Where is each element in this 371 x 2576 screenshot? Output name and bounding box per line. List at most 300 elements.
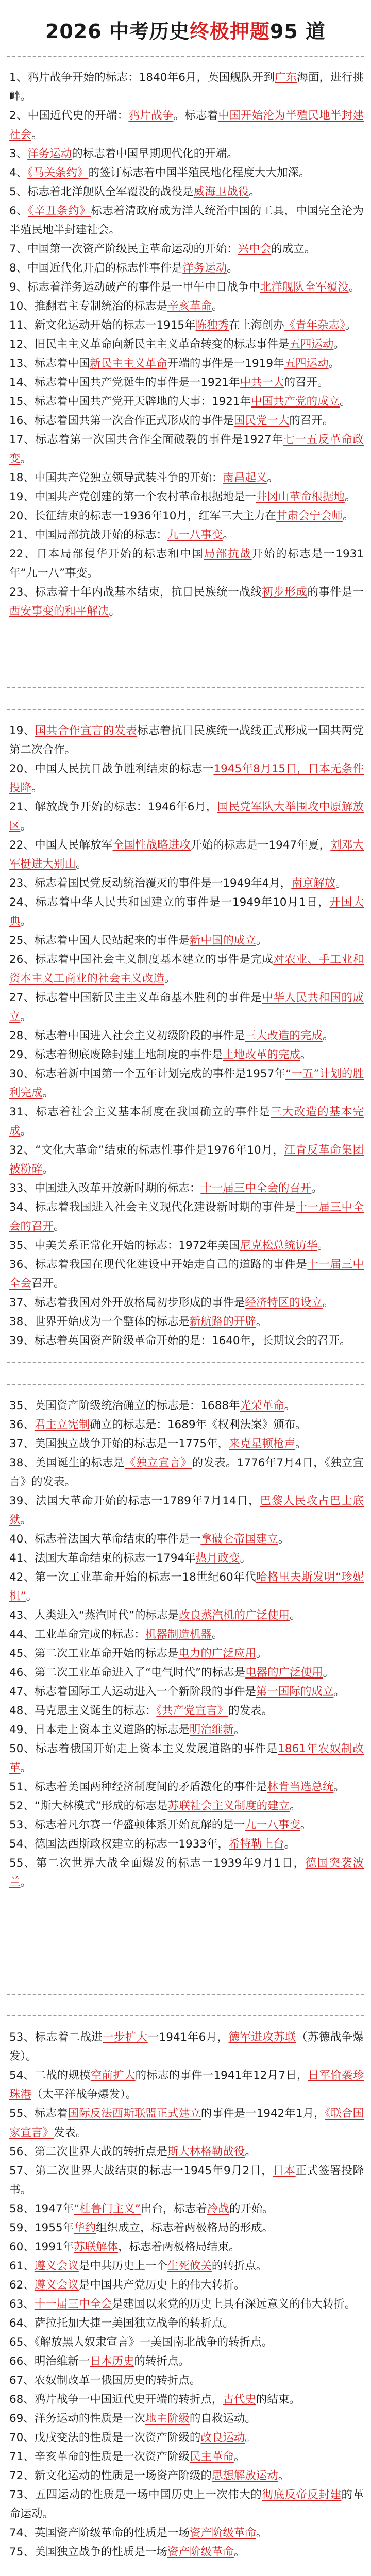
- question-text: 的事件是一: [307, 586, 364, 599]
- question-item: [9, 1236, 364, 1255]
- question-item: [9, 583, 364, 621]
- question-item: [9, 1854, 364, 1892]
- question-item: [9, 1331, 364, 1350]
- question-text: 。: [31, 782, 43, 794]
- key-answer: 民主革命: [189, 2450, 234, 2463]
- question-item: [9, 240, 364, 259]
- question-item: [9, 1606, 364, 1625]
- question-item: [9, 354, 364, 373]
- question-text: 一1941年6月，: [147, 2031, 229, 2044]
- key-answer: 洋务运动: [182, 262, 227, 275]
- key-answer: 九一八事变: [167, 529, 223, 541]
- key-answer: 德军进攻苏联: [228, 2031, 296, 2044]
- question-item: [9, 1835, 364, 1854]
- question-text: 74、英国资产阶级革命的性质是一场: [9, 2527, 190, 2539]
- key-answer: 地主阶级: [145, 2412, 190, 2425]
- question-text: 的标志的事件一1941年12月7日，: [135, 2069, 308, 2082]
- question-text: 是建国以来党的历史上具有深远意义的伟大转折。: [112, 2298, 356, 2311]
- question-text: 。: [322, 1296, 334, 1309]
- key-answer: 国共合作宣言的发表: [35, 724, 138, 737]
- question-text: 。: [328, 357, 340, 370]
- question-item: [9, 144, 364, 163]
- question-item: [9, 1720, 364, 1739]
- question-text: 24、标志着中华人民共和国建立的事件是一1949年10月1日，: [9, 896, 330, 909]
- question-text: 。: [31, 128, 43, 141]
- question-text: 。: [20, 452, 32, 465]
- key-answer: 《独立宣言》: [124, 1456, 192, 1469]
- question-text: 75、美国独立战争的性质是一场: [9, 2546, 167, 2558]
- question-text: 。: [20, 1514, 32, 1527]
- key-answer: 1945年8月15日，日本无条件投降: [9, 762, 364, 794]
- question-item: [9, 1663, 364, 1682]
- question-item: [9, 163, 364, 182]
- question-text: 3、: [9, 147, 28, 160]
- question-item: [9, 893, 364, 931]
- question-text: 5、标志着北洋舰队全军覆没的战役是: [9, 185, 194, 198]
- question-text: 。: [20, 1010, 32, 1023]
- key-answer: 改良运动: [200, 2431, 245, 2444]
- question-text: 。: [42, 1163, 54, 1176]
- question-text: 。: [245, 2145, 256, 2158]
- question-item: [9, 2314, 364, 2333]
- question-item: [9, 2523, 364, 2543]
- question-text: 。: [295, 1437, 307, 1450]
- question-text: 66、明治维新一: [9, 2355, 90, 2368]
- question-text: 15、标志着中国共产党开天辟地的大事：1921年: [9, 395, 251, 408]
- question-text: 59、1955年: [9, 2222, 74, 2234]
- key-answer: 陈独秀: [195, 319, 229, 332]
- question-item: [9, 1064, 364, 1103]
- question-item: [9, 526, 364, 545]
- key-answer: 辛亥革命: [167, 300, 212, 313]
- question-text: 。: [333, 1685, 345, 1698]
- key-answer: “一五”计划的胜利完成: [9, 1067, 364, 1099]
- question-text: 16、标志着国共第一次合作正式形成的事件是: [9, 414, 234, 427]
- question-text: 。: [42, 1087, 54, 1099]
- question-text: 。: [20, 820, 32, 833]
- question-text: 44、工业革命完成的标志：: [9, 1628, 145, 1641]
- key-answer: 遵义会议: [34, 2279, 79, 2292]
- key-answer: 国民党军队大举围攻中原解放区: [9, 801, 364, 833]
- key-answer: 三大改造的完成: [245, 1029, 323, 1042]
- key-answer: 局部抗战: [204, 548, 252, 561]
- question-text: 63、: [9, 2298, 35, 2311]
- question-text: 40、标志着法国大革命结束的事件是一: [9, 1533, 201, 1546]
- question-text: 12、旧民主主义革命向新民主主义革命转变的标志事件是: [9, 338, 290, 351]
- question-item: [9, 2218, 364, 2238]
- key-answer: 日军偷袭珍珠港: [9, 2069, 364, 2101]
- question-item: [9, 2295, 364, 2314]
- question-text: 36、: [9, 1418, 35, 1431]
- question-text: 36、标志着我国在现代化建设中开始走自己的道路的事件是: [9, 1258, 308, 1271]
- question-text: 50、标志着俄国开始走上资本主义发展道路的事件是: [9, 1742, 278, 1755]
- question-text: 。: [323, 1666, 334, 1679]
- question-item: [9, 1396, 364, 1415]
- key-answer: 国际反法西斯联盟正式建立: [68, 2107, 201, 2120]
- question-item: [9, 2390, 364, 2409]
- question-text: 41、法国大革命结束的标志一1794年: [9, 1552, 196, 1565]
- question-text: 组织成立，标志着两极格局的形成。: [96, 2222, 274, 2234]
- key-answer: 江青反革命集团被粉碎: [9, 1144, 364, 1176]
- question-item: [9, 259, 364, 278]
- section-4: [7, 2015, 364, 2576]
- question-item: [9, 487, 364, 506]
- question-item: [9, 1682, 364, 1701]
- question-text: 43、人类进入“蒸汽时代”的标志是: [9, 1609, 179, 1622]
- key-answer: 冷战: [207, 2202, 229, 2215]
- question-item: [9, 2333, 364, 2352]
- question-text: 。: [348, 281, 360, 294]
- key-answer: 资产阶级革命: [189, 2527, 256, 2539]
- key-answer: 国民党一大: [233, 414, 290, 427]
- question-item: [9, 1625, 364, 1644]
- question-item: [9, 1549, 364, 1568]
- key-answer: 甘肃会宁会师: [276, 510, 343, 522]
- question-item: [9, 201, 364, 240]
- question-text: 51、标志着美国两种经济制度间的矛盾激化的事件是: [9, 1781, 267, 1793]
- question-item: [9, 182, 364, 201]
- question-text: 42、第一次工业革命开始的标志一18世纪60年代: [9, 1571, 257, 1584]
- question-text: 开始的标志是一1931年“九一八”事变。: [9, 548, 364, 580]
- title-highlight: 终极押题: [189, 20, 270, 43]
- question-item: [9, 1492, 364, 1530]
- key-answer: 广东: [275, 71, 297, 84]
- key-answer: 第一国际的成立: [256, 1685, 334, 1698]
- question-text: 。: [256, 2527, 267, 2539]
- question-item: [9, 1530, 364, 1549]
- question-item: [9, 1026, 364, 1045]
- question-text: 的革命运动。: [9, 2488, 364, 2520]
- key-answer: 新民主主义革命: [90, 357, 167, 370]
- question-item: [9, 1141, 364, 1179]
- question-text: 8、中国近代化开启的标志性事件是: [9, 262, 183, 275]
- question-text: 。: [26, 1590, 38, 1603]
- question-text: 19、中国共产党创建的第一个农村革命根据地是一: [9, 490, 256, 503]
- question-text: 。: [233, 2450, 245, 2463]
- question-text: 53、标志着凡尔赛一华盛顿体系开始瓦解的是一: [9, 1819, 245, 1832]
- question-text: 。: [311, 1182, 323, 1195]
- key-answer: 南昌起义: [223, 471, 267, 484]
- question-item: [9, 468, 364, 487]
- section-1: [7, 56, 364, 688]
- question-item: [9, 545, 364, 583]
- question-text: 70、戊戌变法的性质是一次资产阶级的: [9, 2431, 201, 2444]
- question-text: 。: [345, 319, 357, 332]
- question-text: 35、中美关系正常化开始的标志：1972年美国: [9, 1239, 240, 1252]
- key-answer: 《共产党宣言》: [156, 1704, 229, 1717]
- question-item: [9, 1453, 364, 1492]
- title-suffix: 95 道: [269, 20, 326, 43]
- question-text: 37、标志着我国对外开放格局初步形成的事件是: [9, 1296, 245, 1309]
- key-answer: 中共一大: [240, 376, 284, 389]
- question-text: 。: [284, 1399, 296, 1412]
- key-answer: 《青年杂志》: [284, 319, 345, 332]
- question-text: 。: [54, 1220, 65, 1233]
- key-answer: 日本: [273, 2164, 296, 2177]
- question-text: 开始的标志是一1947年夏，: [191, 839, 331, 852]
- question-item: [9, 278, 364, 297]
- question-text: 。: [333, 338, 345, 351]
- question-text: 55、第二次世界大战全面爆发的标志一1939年9月1日，: [9, 1857, 306, 1870]
- question-text: 31、标志着社会主义基本制度在我国确立的事件是: [9, 1106, 271, 1118]
- question-text: 32、“文化大革命”结束的标志性事件是1976年10月，: [9, 1144, 284, 1157]
- key-answer: 1861年农奴制改革: [9, 1742, 364, 1774]
- question-item: [9, 316, 364, 335]
- key-answer: 新中国的成立: [189, 934, 256, 947]
- question-text: 38、美国诞生的标志是: [9, 1456, 125, 1469]
- key-answer: 君主立宪制: [34, 1418, 90, 1431]
- key-answer: 五四运动: [289, 338, 334, 351]
- key-answer: 北洋舰队全军覆没: [260, 281, 349, 294]
- question-text: 。: [290, 1800, 301, 1812]
- question-text: 发表。: [54, 2126, 87, 2139]
- question-text: 27、标志着中国新民主主义革命基本胜利的事件是: [9, 991, 262, 1004]
- key-answer: 中华人民共和国的成立: [9, 991, 364, 1023]
- key-answer: 巴黎人民攻占巴士底狱: [9, 1495, 364, 1527]
- question-text: 71、辛亥革命的性质是一次资产阶级: [9, 2450, 190, 2463]
- question-text: 。: [20, 1125, 32, 1138]
- question-text: 的转折点。: [211, 2260, 267, 2273]
- question-item: [9, 2371, 364, 2390]
- question-item: [9, 1739, 364, 1777]
- question-text: 。: [335, 877, 347, 890]
- question-text: 65、《解放黑人奴隶宣言》一美国南北战争的转折点。: [9, 2336, 273, 2349]
- question-text: 60、1991年: [9, 2241, 74, 2253]
- key-answer: 资产阶级革命: [167, 2546, 234, 2558]
- question-text: 。: [290, 1609, 301, 1622]
- key-answer: 南京解放: [291, 877, 336, 890]
- question-item: [9, 2066, 364, 2104]
- key-answer: 来克星顿枪声: [229, 1437, 296, 1450]
- key-answer: 彻底反帝反封建: [262, 2488, 342, 2501]
- key-answer: 十一届三中全会的召开: [9, 1201, 364, 1233]
- key-answer: 明治维新: [189, 1723, 234, 1736]
- question-item: [9, 1293, 364, 1312]
- question-text: （苏德战争爆发）。: [9, 2031, 364, 2063]
- key-answer: “杜鲁门主义”: [74, 2202, 141, 2215]
- key-answer: 《辛丑条约》: [28, 205, 91, 217]
- question-item: [9, 798, 364, 836]
- question-text: 在上海创办: [229, 319, 284, 332]
- question-item: [9, 2142, 364, 2161]
- key-answer: 苏联解体: [74, 2241, 119, 2253]
- question-text: 出台，标志着: [140, 2202, 207, 2215]
- question-text: 20、长征结束的标志一1936年10月，红军三大主力在: [9, 510, 276, 522]
- key-answer: 空前扩大: [90, 2069, 136, 2082]
- question-text: 。: [340, 395, 351, 408]
- question-text: 23、标志着国民党反动统治覆灭的事件是一1949年4月，: [9, 877, 292, 890]
- question-text: 标志着抗日民族统一战线正式形成一国共两党第二次合作。: [9, 724, 364, 756]
- question-text: 确立的标志是：1689年《权利法案》颁布。: [90, 1418, 307, 1431]
- question-text: 的自救运动。: [189, 2412, 256, 2425]
- question-text: 25、标志着中国人民站起来的事件是: [9, 934, 190, 947]
- key-answer: 《联合国家宣言》: [9, 2107, 364, 2139]
- question-text: 。: [249, 185, 260, 198]
- question-text: 7、中国第一次资产阶级民主革命运动的开始：: [9, 243, 238, 256]
- question-item: [9, 68, 364, 106]
- key-answer: 改良蒸汽机的广泛使用: [179, 1609, 290, 1622]
- question-text: ，标志着两极格局结束。: [118, 2241, 240, 2253]
- question-text: 53、标志着二战进: [9, 2031, 103, 2044]
- question-text: 56、第二次世界大战的转折点是: [9, 2145, 167, 2158]
- key-answer: 井冈山革命根据地: [256, 490, 345, 503]
- question-text: 47、标志着国际工人运动进入一个新阶段的事件是: [9, 1685, 256, 1698]
- question-text: 30、标志着新中国第一个五年计划完成的事件是1957年: [9, 1067, 285, 1080]
- key-answer: 洋务运动: [27, 147, 72, 160]
- question-item: [9, 1816, 364, 1835]
- question-text: 。: [240, 1552, 251, 1565]
- key-answer: 三大改造的基本完成: [9, 1106, 364, 1138]
- question-text: 的结束。: [256, 2393, 300, 2406]
- key-answer: 光荣革命: [240, 1399, 284, 1412]
- question-item: [9, 1198, 364, 1236]
- question-text: 38、世界开始成为一个整体的标志是: [9, 1315, 190, 1328]
- question-item: [9, 1777, 364, 1797]
- question-item: [9, 2199, 364, 2218]
- question-text: 。: [317, 1239, 329, 1252]
- question-item: [9, 1103, 364, 1141]
- question-item: [9, 2276, 364, 2295]
- question-item: [9, 2428, 364, 2447]
- key-answer: 七一五反革命政变: [9, 433, 364, 465]
- key-answer: 电器的广泛使用: [245, 1666, 323, 1679]
- question-text: 48、马克思主义诞生的标志：: [9, 1704, 157, 1717]
- key-answer: 遵义会议: [34, 2260, 79, 2273]
- key-answer: 中国共产党的成立: [251, 395, 340, 408]
- question-text: 。: [109, 605, 121, 618]
- key-answer: 兴中会: [238, 243, 272, 256]
- question-text: 29、标志着彻底废除封建土地制度的事件是: [9, 1048, 223, 1061]
- question-text: 的转折点。: [134, 2355, 190, 2368]
- key-answer: 拿破仑帝国建立: [200, 1533, 278, 1546]
- question-text: 的标志着中国早期现代化的开端。: [72, 147, 238, 160]
- question-text: 34、标志着我国进入社会主义现代化建设新时期的事件是: [9, 1201, 296, 1214]
- key-answer: 十一届三中全会: [9, 1258, 364, 1290]
- question-text: 19、: [9, 724, 35, 737]
- question-text: 。: [322, 1029, 334, 1042]
- key-answer: 机器制造机器: [145, 1628, 212, 1641]
- question-text: 。: [284, 1838, 296, 1851]
- question-item: [9, 2485, 364, 2523]
- question-text: 54、德国法西斯政权建立的标志一1933年，: [9, 1838, 229, 1851]
- question-item: [9, 874, 364, 893]
- key-answer: 刘邓大军挺进大别山: [9, 839, 364, 871]
- question-text: 49、日本走上资本主义道路的标志是: [9, 1723, 190, 1736]
- key-answer: 尼克松总统访华: [240, 1239, 318, 1252]
- question-text: 。: [267, 471, 278, 484]
- question-text: 39、法国大革命开始的标志一1789年7月14日，: [9, 1495, 260, 1507]
- question-text: 是中共历史上一个: [78, 2260, 167, 2273]
- question-item: [9, 1701, 364, 1720]
- question-item: [9, 950, 364, 988]
- question-text: 标志着清政府成为洋人统治中国的工具，中国完全沦为半殖民地半封建社会。: [9, 205, 364, 236]
- question-item: [9, 335, 364, 354]
- question-text: 52、“斯大林模式”形成的标志是: [9, 1800, 168, 1812]
- page-title: [0, 15, 371, 44]
- question-text: 45、第二次工业革命开始的标志是: [9, 1647, 179, 1660]
- question-text: 。: [342, 510, 354, 522]
- key-answer: 初步形成: [262, 586, 308, 599]
- question-text: 。: [344, 490, 356, 503]
- question-text: 的签订标志着中国半殖民地化程度大大加深。: [88, 166, 310, 179]
- question-item: [9, 988, 364, 1026]
- question-text: 13、标志着中国: [9, 357, 90, 370]
- question-item: [9, 2104, 364, 2142]
- question-text: 。: [20, 1761, 32, 1774]
- key-answer: 苏联社会主义制度的建立: [167, 1800, 290, 1812]
- question-text: 17、标志着第一次国共合作全面破裂的事件是1927年: [9, 433, 284, 446]
- key-answer: 威海卫战役: [193, 185, 249, 198]
- question-text: 73、五四运动的性质是一场中国历史上一次伟大的: [9, 2488, 262, 2501]
- question-item: [9, 2028, 364, 2066]
- question-item: [9, 1568, 364, 1606]
- question-text: 55、标志着: [9, 2107, 68, 2120]
- question-item: [9, 1797, 364, 1816]
- question-item: [9, 931, 364, 950]
- key-answer: 西安事变的和平解决: [9, 605, 109, 618]
- question-text: 开端的事件是一1919年: [167, 357, 284, 370]
- question-item: [9, 759, 364, 798]
- section-3: [7, 1384, 364, 1995]
- key-answer: 鸦片战争: [128, 109, 174, 122]
- question-item: [9, 2409, 364, 2428]
- question-text: 68、鸦片战争一中国近代史开端的转折点，: [9, 2393, 223, 2406]
- question-text: 57、第二次世界大战结束的标志一1945年9月2日，: [9, 2164, 273, 2177]
- question-text: 64、萨拉托加大捷一美国独立战争的转折点。: [9, 2317, 234, 2330]
- question-item: [9, 1255, 364, 1293]
- question-text: 37、美国独立战争开始的标志是一1775年，: [9, 1437, 229, 1450]
- key-answer: 希特勒上台: [229, 1838, 284, 1851]
- question-item: [9, 506, 364, 526]
- question-item: [9, 2352, 364, 2371]
- key-answer: 十一届三中全会: [34, 2298, 112, 2311]
- question-text: 2、中国近代史的开端：: [9, 109, 129, 122]
- question-item: [9, 721, 364, 759]
- key-answer: 五四运动: [284, 357, 329, 370]
- key-answer: 电力的广泛应用: [178, 1647, 256, 1660]
- question-text: 54、二战的规模: [9, 2069, 91, 2082]
- question-text: 58、1947年: [9, 2202, 74, 2215]
- question-text: 21、解放战争开始的标志：1946年6月，: [9, 801, 217, 814]
- key-answer: 德国突袭波兰: [9, 1857, 364, 1889]
- question-item: [9, 1312, 364, 1331]
- question-text: 26、标志着中国社会主义制度基本建立的事件是完成: [9, 953, 274, 966]
- question-text: 。: [20, 915, 32, 928]
- question-text: 的召开。: [284, 376, 329, 389]
- key-answer: 古代史: [223, 2393, 256, 2406]
- key-answer: 经济特区的设立: [245, 1296, 323, 1309]
- title-prefix: 2026 中考历史: [45, 20, 190, 43]
- question-text: （太平洋战争爆发）。: [31, 2088, 137, 2101]
- key-answer: 中国开始沦为半殖民地半封建社会: [9, 109, 364, 141]
- question-item: [9, 297, 364, 316]
- question-item: [9, 2447, 364, 2466]
- question-text: 。: [256, 934, 267, 947]
- question-text: 正式签署投降书。: [9, 2164, 364, 2196]
- question-text: 10、推翻君主专制统治的标志是: [9, 300, 167, 313]
- question-item: [9, 1179, 364, 1198]
- question-text: 67、农奴制改革一俄国历史的转折点。: [9, 2374, 201, 2387]
- question-text: 18、中国共产党独立领导武装斗争的开始：: [9, 471, 223, 484]
- key-answer: 思想解放运动: [211, 2469, 278, 2482]
- key-answer: 日本历史: [90, 2355, 134, 2368]
- question-text: 39、标志着英国资产阶级革命开始的是：1640年，长期议会的召开。: [9, 1334, 351, 1347]
- question-text: 。: [256, 1315, 267, 1328]
- question-item: [9, 1045, 364, 1064]
- question-text: 。: [233, 2546, 245, 2558]
- question-text: 的召开。: [289, 414, 334, 427]
- key-answer: 全国性战略进攻: [112, 839, 191, 852]
